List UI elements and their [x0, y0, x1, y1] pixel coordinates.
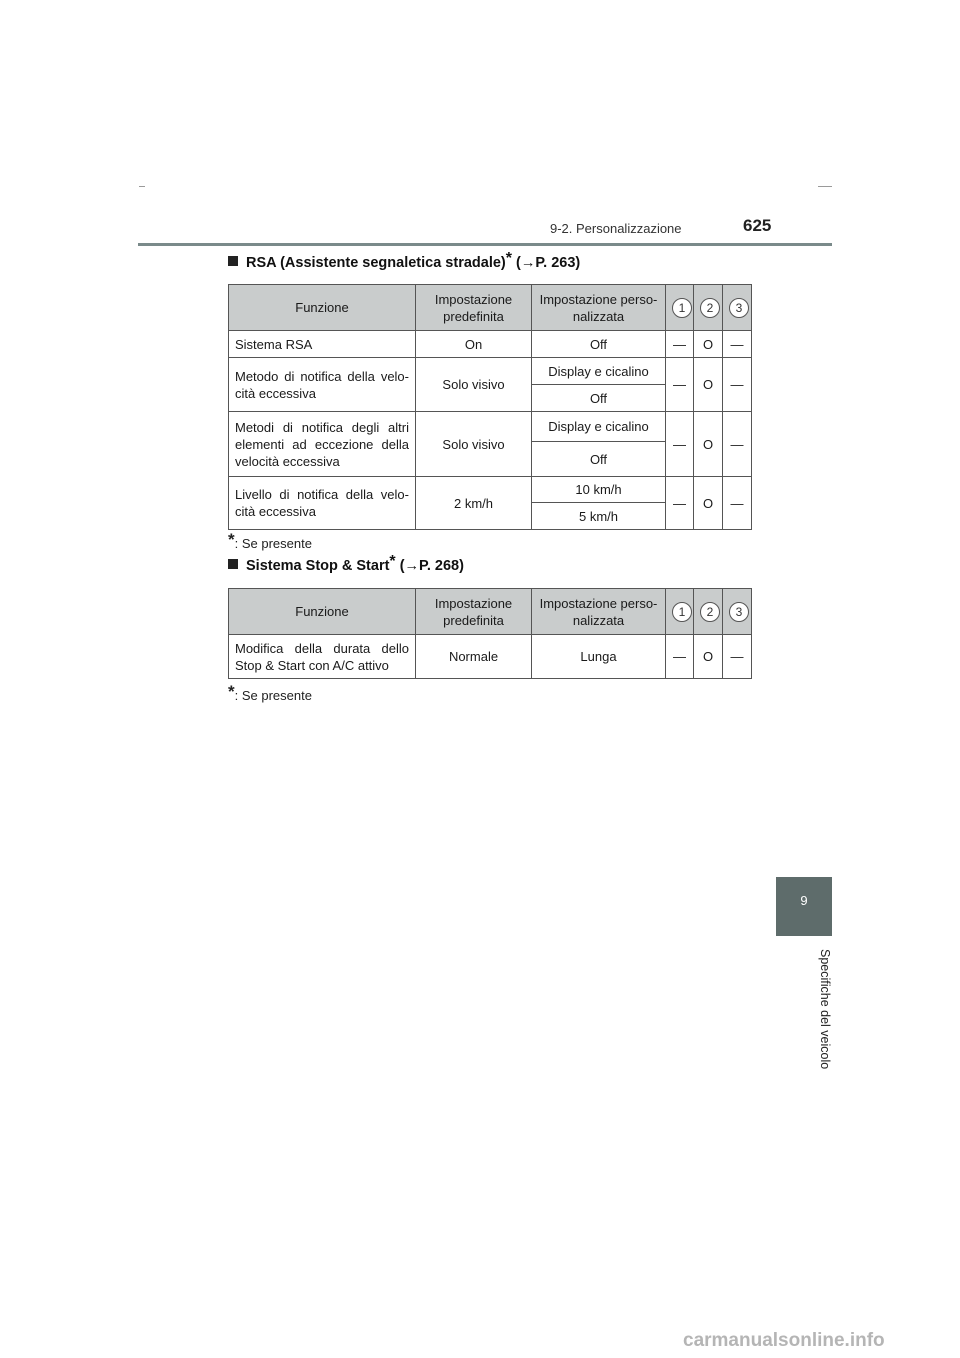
stopstart-footnote [228, 682, 312, 705]
rsa-footnote [228, 530, 312, 553]
function-cell: Sistema RSA [229, 331, 416, 358]
method-3-cell: — [723, 358, 752, 412]
footnote-text: : Se presente [234, 688, 312, 703]
function-cell: Metodi di notifica degli altri elementi ad eccezione della velocità eccessiva [229, 412, 416, 477]
header-rule [138, 243, 832, 246]
method-1-cell: — [666, 635, 694, 679]
header-default: Impostazione predefinita [416, 589, 532, 635]
header-col-3 [723, 589, 752, 635]
table-header-row [229, 589, 752, 635]
header-function: Funzione [229, 589, 416, 635]
section-title: 9-2. Personalizzazione [550, 221, 682, 236]
method-2-cell: O [694, 358, 723, 412]
square-bullet-icon [228, 256, 238, 266]
stopstart-heading [228, 553, 464, 574]
default-cell: 2 km/h [416, 477, 532, 530]
default-cell: Normale [416, 635, 532, 679]
circle-3-icon: 3 [729, 298, 749, 318]
method-1-cell: — [666, 477, 694, 530]
header-col-3 [723, 285, 752, 331]
crop-mark-left [139, 186, 145, 187]
chapter-number: 9 [800, 893, 808, 908]
stopstart-page-ref: (→P. 268) [399, 558, 464, 574]
circle-2-icon: 2 [700, 602, 720, 622]
function-cell: Metodo di notifica della velo- cità eccessiva [229, 358, 416, 412]
custom-cell: Off [532, 331, 666, 358]
table-row [229, 331, 752, 358]
header-col-1 [666, 285, 694, 331]
circle-3-icon: 3 [729, 602, 749, 622]
footnote-star: * [228, 682, 235, 701]
footnote-star: * [505, 250, 512, 268]
custom-cell: Display e cicalino [532, 412, 666, 442]
custom-cell: 10 km/h [532, 477, 666, 503]
header-col-2 [694, 285, 723, 331]
rsa-page-ref: (→P. 263) [516, 255, 581, 271]
footnote-star: * [389, 553, 396, 571]
header-custom: Impostazione perso- nalizzata [532, 285, 666, 331]
method-1-cell: — [666, 331, 694, 358]
table-row [229, 635, 752, 679]
chapter-label: Specifiche del veicolo [818, 948, 832, 1070]
table-row [229, 358, 752, 385]
page-number: 625 [743, 216, 772, 235]
default-cell: Solo visivo [416, 412, 532, 477]
method-3-cell: — [723, 331, 752, 358]
method-3-cell: — [723, 635, 752, 679]
table-row [229, 412, 752, 442]
header-col-2 [694, 589, 723, 635]
method-2-cell: O [694, 412, 723, 477]
custom-cell: Lunga [532, 635, 666, 679]
default-cell: On [416, 331, 532, 358]
rsa-settings-table [228, 284, 752, 530]
method-1-cell: — [666, 358, 694, 412]
circle-1-icon: 1 [672, 298, 692, 318]
method-2-cell: O [694, 331, 723, 358]
crop-mark-right [818, 186, 832, 187]
method-3-cell: — [723, 477, 752, 530]
function-cell: Modifica della durata dello Stop & Start con A/C attivo [229, 635, 416, 679]
circle-1-icon: 1 [672, 602, 692, 622]
footnote-star: * [228, 530, 235, 549]
method-1-cell: — [666, 412, 694, 477]
circle-2-icon: 2 [700, 298, 720, 318]
header-col-1 [666, 589, 694, 635]
function-cell: Livello di notifica della velo- cità eccessiva [229, 477, 416, 530]
header-function: Funzione [229, 285, 416, 331]
stopstart-heading-title: Sistema Stop & Start [246, 558, 390, 574]
method-2-cell: O [694, 635, 723, 679]
rsa-heading-title: RSA (Assistente segnaletica stradale) [246, 255, 506, 271]
stopstart-settings-table [228, 588, 752, 679]
default-cell: Solo visivo [416, 358, 532, 412]
custom-cell: 5 km/h [532, 503, 666, 530]
footnote-text: : Se presente [234, 536, 312, 551]
watermark: carmanualsonline.info [683, 1330, 885, 1351]
custom-cell: Off [532, 442, 666, 477]
header-default: Impostazione predefinita [416, 285, 532, 331]
custom-cell: Display e cicalino [532, 358, 666, 385]
method-2-cell: O [694, 477, 723, 530]
method-3-cell: — [723, 412, 752, 477]
rsa-heading [228, 250, 581, 271]
table-header-row [229, 285, 752, 331]
square-bullet-icon [228, 559, 238, 569]
header-custom: Impostazione perso- nalizzata [532, 589, 666, 635]
table-row [229, 477, 752, 503]
custom-cell: Off [532, 385, 666, 412]
